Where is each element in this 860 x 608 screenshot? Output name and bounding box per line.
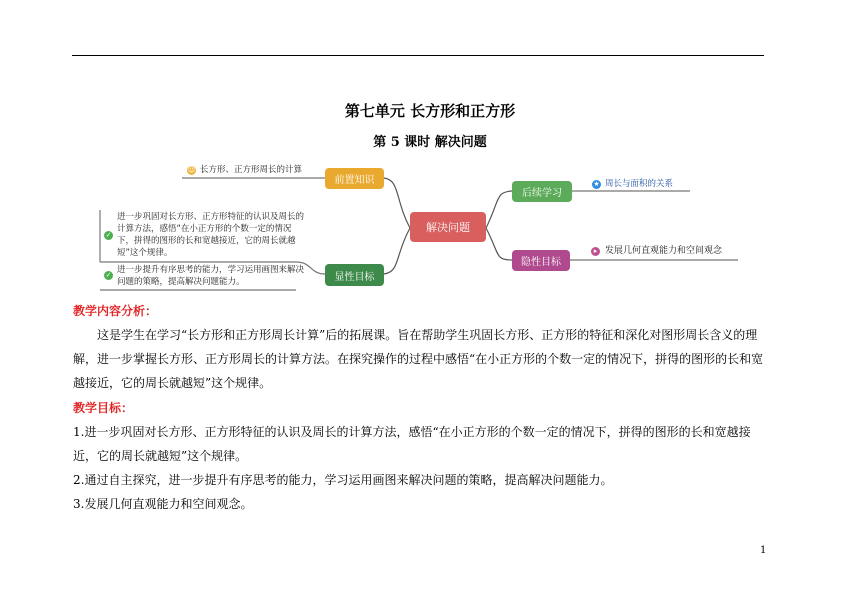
mindmap-node-follow: 后续学习 <box>512 181 572 202</box>
leaf-implicit: 发展几何直观能力和空间观念 <box>605 246 723 256</box>
check-icon: ✓ <box>105 271 112 279</box>
check-icon: ✓ <box>105 231 112 239</box>
goals-heading: 教学目标： <box>73 401 134 415</box>
leaf-prior: 长方形、正方形周长的计算 <box>200 165 303 175</box>
goal-item: 2.通过自主探究，进一步提升有序思考的能力，学习运用画图来解决问题的策略，提高解决问题能力。 <box>73 473 613 487</box>
connector-follow <box>486 191 512 228</box>
goal-item: 3.发展几何直观能力和空间观念。 <box>73 497 253 511</box>
mindmap-node-explicit: 显性目标 <box>325 264 384 286</box>
mindmap-center: 解决问题 <box>410 212 486 242</box>
page-number: 1 <box>760 545 767 556</box>
connector-prior <box>384 178 410 228</box>
unit-title: 第七单元 长方形和正方形 <box>344 102 516 120</box>
analysis-paragraph: 这是学生在学习“长方形和正方形周长计算”后的拓展课。旨在帮助学生巩固长方形、正方形的特征和深化对图形周长含义的理解，进一步掌握长方形、正方形周长的计算方法。在探究操作的过程中感悟“在小正方形的个数一定的情况下，拼得的图形的长和宽越接近，它的周长就越短”这个规律。 <box>73 328 764 390</box>
connector-explicit <box>384 228 410 274</box>
connector-implicit <box>486 228 512 260</box>
analysis-heading: 教学内容分析： <box>73 304 158 318</box>
leaf-follow: 周长与面积的关系 <box>605 179 674 189</box>
mindmap-node-prior: 前置知识 <box>325 168 384 189</box>
mindmap-node-implicit: 隐性目标 <box>512 250 570 271</box>
star-icon: ★ <box>593 180 600 188</box>
goal-item: 1.进一步巩固对长方形、正方形特征的认识及周长的计算方法，感悟“在小正方形的个数一定的情况下，拼得的图形的长和宽越接近，它的周长就越短”这个规律。 <box>73 425 751 463</box>
leaf-explicit-2: 进一步提升有序思考的能力，学习运用画图来解决问题的策略，提高解决问题能力。 <box>117 265 305 287</box>
lesson-title: 第 5 课时 解决问题 <box>373 135 487 150</box>
smiley-icon: ☺ <box>187 166 196 174</box>
flag-icon: ▸ <box>591 247 600 256</box>
leaf-explicit-1: 进一步巩固对长方形、正方形特征的认识及周长的计算方法，感悟“在小正方形的个数一定的情况下，拼得的图形的长和宽越接近，它的周长就越短”这个规律。 <box>117 212 305 258</box>
